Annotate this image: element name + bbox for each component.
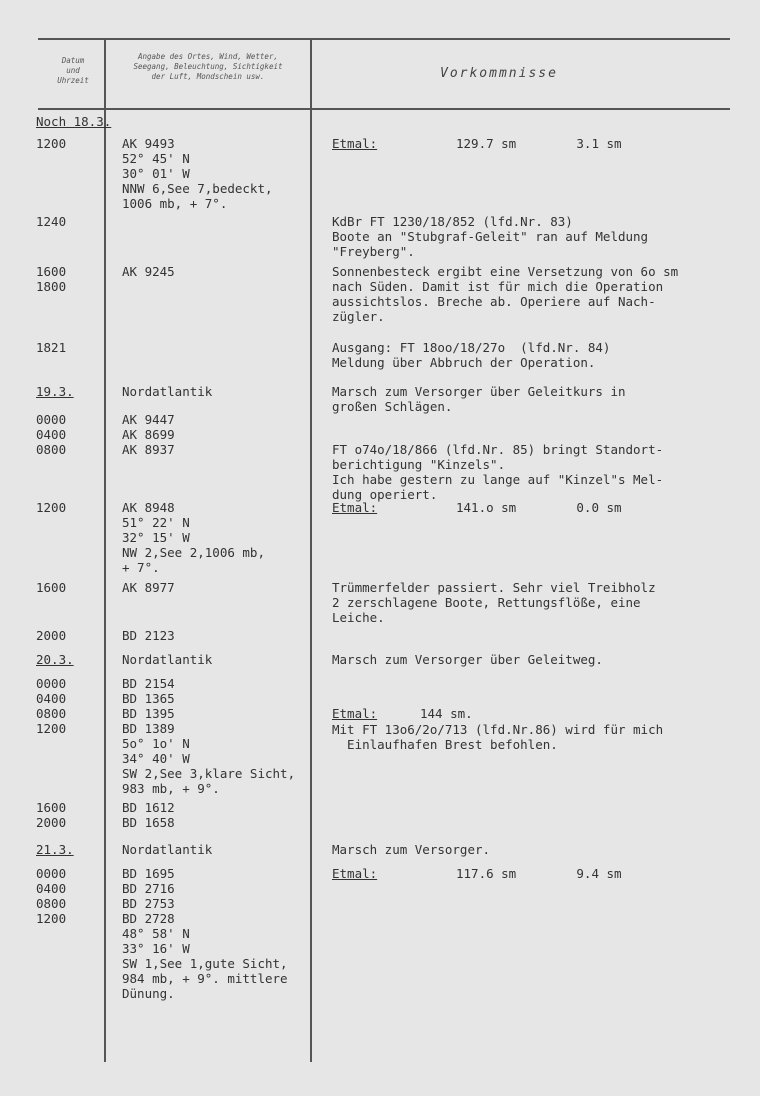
entry-date: 1200 xyxy=(36,136,67,151)
entry-date: 1240 xyxy=(36,214,67,229)
entry-event: Marsch zum Versorger. xyxy=(332,842,491,857)
header-date-line: Uhrzeit xyxy=(57,76,89,85)
column-divider-2 xyxy=(310,40,312,1062)
entry-date: 0000 0400 0800 1200 xyxy=(36,676,67,736)
entry-location: BD 2123 xyxy=(122,628,175,643)
entry-location: Nordatlantik xyxy=(122,842,213,857)
etmal-label: Etmal: xyxy=(332,706,378,721)
entry-event: FT o74o/18/866 (lfd.Nr. 85) bringt Standort- berichtigung "Kinzels". Ich habe gestern zu lange auf "Kinzel"s Mel- dung operiert. xyxy=(332,442,664,502)
entry-date: 1821 xyxy=(36,340,67,355)
header-bottom-rule xyxy=(38,108,730,110)
entry-event: Sonnenbesteck ergibt eine Versetzung von 6o sm nach Süden. Damit ist für mich die Operation aussichtslos. Breche ab. Operiere auf Nach- zügler. xyxy=(332,264,679,324)
header-place-line: Angabe des Ortes, Wind, Wetter, xyxy=(138,52,278,61)
entry-location: Nordatlantik xyxy=(122,652,213,667)
entry-event: Marsch zum Versorger über Geleitkurs in großen Schlägen. xyxy=(332,384,626,414)
entry-date: 1600 2000 xyxy=(36,800,67,830)
entry-location: AK 8948 51° 22' N 32° 15' W NW 2,See 2,1006 mb, + 7°. xyxy=(122,500,265,575)
entry-date: 1200 xyxy=(36,500,67,515)
entry-location: BD 1695 BD 2716 BD 2753 BD 2728 48° 58' N 33° 16' W SW 1,See 1,gute Sicht, 984 mb, + 9°. mittlere Dünung. xyxy=(122,866,288,1001)
entry-location: AK 9493 52° 45' N 30° 01' W NNW 6,See 7,bedeckt, 1006 mb, + 7°. xyxy=(122,136,273,211)
entry-event: Mit FT 13o6/2o/713 (lfd.Nr.86) wird für mich Einlaufhafen Brest befohlen. xyxy=(332,722,664,752)
entry-event: KdBr FT 1230/18/852 (lfd.Nr. 83) Boote an "Stubgraf-Geleit" ran auf Meldung "Freyberg". xyxy=(332,214,649,259)
entry-location: AK 9447 AK 8699 AK 8937 xyxy=(122,412,175,457)
entry-event: Trümmerfelder passiert. Sehr viel Treibholz 2 zerschlagene Boote, Rettungsflöße, eine Leiche. xyxy=(332,580,656,625)
header-top-rule xyxy=(38,38,730,40)
entry-date: 19.3. xyxy=(36,384,74,399)
entry-date: 1600 xyxy=(36,580,67,595)
etmal-values: 117.6 sm 9.4 sm xyxy=(456,866,622,881)
header-date-column xyxy=(46,56,100,86)
header-place-line: Seegang, Beleuchtung, Sichtigkeit xyxy=(133,62,283,71)
entry-date: 0000 0400 0800 xyxy=(36,412,67,457)
header-date-line: und xyxy=(66,66,80,75)
entry-date: 0000 0400 0800 1200 xyxy=(36,866,67,926)
header-events-title: Vorkommnisse xyxy=(440,66,558,81)
etmal-values: 129.7 sm 3.1 sm xyxy=(456,136,622,151)
entry-location: AK 8977 xyxy=(122,580,175,595)
header-date-line: Datum xyxy=(61,56,85,65)
entry-location: BD 2154 BD 1365 BD 1395 BD 1389 5o° 1o' N 34° 40' W SW 2,See 3,klare Sicht, 983 mb, + 9°. xyxy=(122,676,296,796)
entry-location: Nordatlantik xyxy=(122,384,213,399)
entry-date: 2000 xyxy=(36,628,67,643)
etmal-label: Etmal: xyxy=(332,866,378,881)
entry-date: 1600 1800 xyxy=(36,264,67,294)
etmal-label: Etmal: xyxy=(332,500,378,515)
header-place-column xyxy=(108,52,308,82)
entry-location: BD 1612 BD 1658 xyxy=(122,800,175,830)
entry-date: Noch 18.3. xyxy=(36,114,112,129)
entry-event: Marsch zum Versorger über Geleitweg. xyxy=(332,652,603,667)
etmal-values: 141.o sm 0.0 sm xyxy=(456,500,622,515)
header-place-line: der Luft, Mondschein usw. xyxy=(151,72,265,81)
entry-date: 21.3. xyxy=(36,842,74,857)
entry-location: AK 9245 xyxy=(122,264,175,279)
etmal-values: 144 sm. xyxy=(420,706,473,721)
entry-date: 20.3. xyxy=(36,652,74,667)
etmal-label: Etmal: xyxy=(332,136,378,151)
entry-event: Ausgang: FT 18oo/18/27o (lfd.Nr. 84) Meldung über Abbruch der Operation. xyxy=(332,340,611,370)
